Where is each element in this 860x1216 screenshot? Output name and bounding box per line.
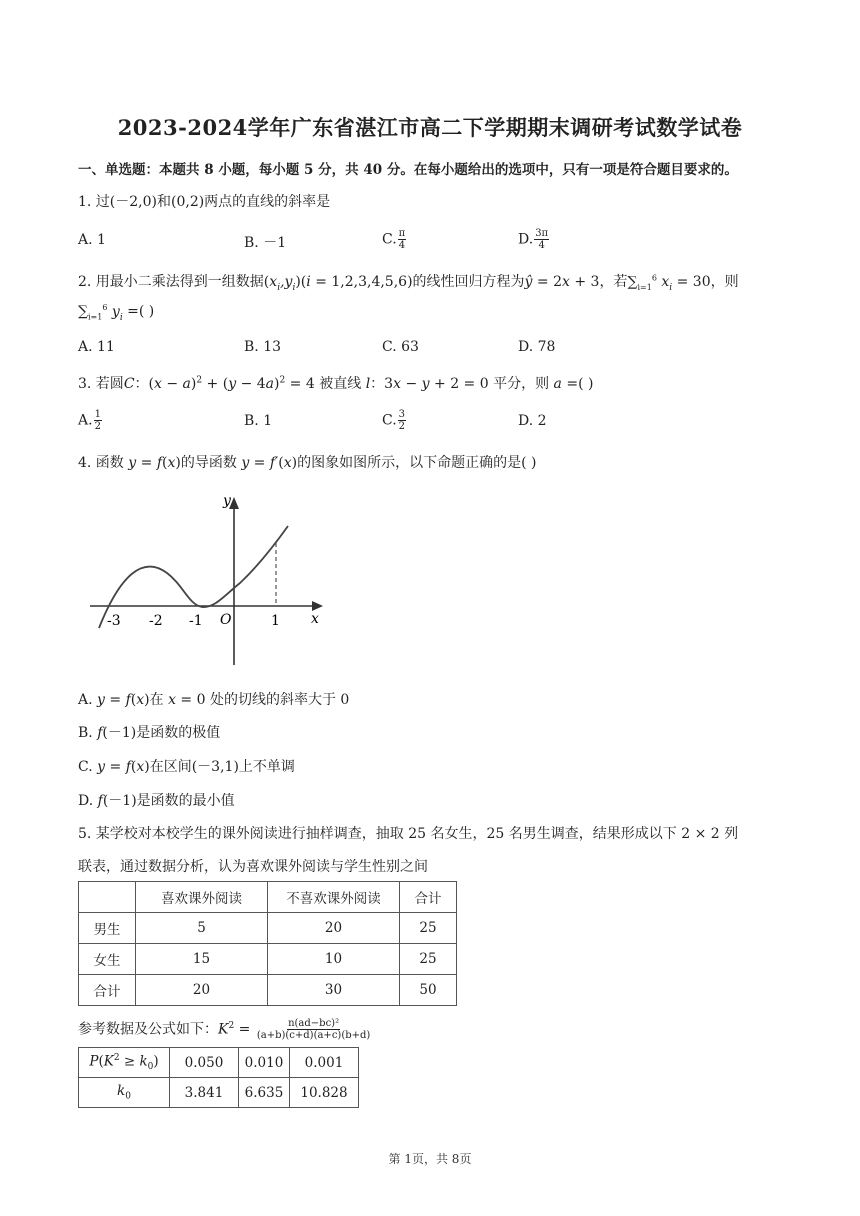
- q2-option-d: D. 78: [518, 339, 556, 355]
- question-2-line2: $\sum_{i=1}^6$ $y_i$ =( ): [78, 303, 155, 323]
- question-5-line2: 联表，通过数据分析，认为喜欢课外阅读与学生性别之间: [78, 859, 428, 875]
- q1-option-c: C. $\frac{\pi}{4}$: [382, 228, 406, 251]
- q3-option-b: B. 1: [244, 413, 273, 429]
- q4-option-d: D. f(－1)是函数的最小值: [78, 793, 235, 809]
- q1-option-a: A. 1: [78, 232, 106, 248]
- question-2-line1: 2. 用最小二乘法得到一组数据$(x_i,y_i)(i = 1,2,3,4,5,6)$的线性回归方程为ŷ = 2x + 3，若$\sum_{i=1}^6$ $x_i = 30$，则: [78, 273, 739, 293]
- tick-label: -2: [149, 613, 163, 629]
- q1-option-d: D. $\frac{3\pi}{4}$: [518, 228, 549, 251]
- question-1-text: 1. 过(－2,0)和(0,2)两点的直线的斜率是: [78, 194, 331, 210]
- x-axis-label: x: [311, 611, 319, 627]
- tick-label: -3: [107, 613, 121, 629]
- tick-label: -1: [189, 613, 203, 629]
- tick-label: 1: [271, 613, 280, 629]
- critical-value-table: $P(K^2 \ge k_0)$ 0.050 0.010 0.001 $k_0$ 3.841 6.635 10.828: [78, 1047, 359, 1108]
- contingency-table: 喜欢课外阅读 不喜欢课外阅读 合计 男生 5 20 25 女生 15 10 25 合计 20 30 50: [78, 881, 457, 1006]
- page-footer: 第 1页，共 8页: [388, 1152, 472, 1166]
- y-axis-label: y: [223, 493, 231, 509]
- q4-option-c: C. y = f(x)在区间(－3,1)上不单调: [78, 759, 295, 775]
- q3-option-d: D. 2: [518, 413, 547, 429]
- q3-option-a: A. $\frac{1}{2}$: [78, 409, 101, 432]
- q3-option-c: C. $\frac{3}{2}$: [382, 409, 406, 432]
- section-heading: 一、单选题：本题共 8 小题，每小题 5 分，共 40 分。在每小题给出的选项中，只有一项是符合题目要求的。: [78, 162, 738, 178]
- question-5-line1: 5. 某学校对本校学生的课外阅读进行抽样调查，抽取 25 名女生，25 名男生调查，结果形成以下 2 × 2 列: [78, 826, 739, 842]
- q2-option-c: C. 63: [382, 339, 419, 355]
- q1-option-b: B. －1: [244, 235, 287, 251]
- q4-option-a: A. y = f(x)在 x = 0 处的切线的斜率大于 0: [78, 692, 350, 708]
- q2-option-a: A. 11: [78, 339, 115, 355]
- q4-option-b: B. f(－1)是函数的极值: [78, 725, 221, 741]
- question-3-text: 3. 若圆C：$(x - a)^2 + (y - 4a)^2 = 4$ 被直线 l：3x − y + 2 = 0 平分，则 a =( ): [78, 375, 594, 392]
- q2-option-b: B. 13: [244, 339, 282, 355]
- page-title: 2023-2024学年广东省湛江市高二下学期期末调研考试数学试卷: [117, 115, 743, 140]
- question-4-text: 4. 函数 y = f(x)的导函数 y = f′(x)的图象如图所示，以下命题正确的是( ): [78, 455, 537, 471]
- reference-formula: 参考数据及公式如下：$K^2$ = $\frac{\text{n(ad−bc)²}}{(a+b)(c+d)(a+c)(b+d)}$: [78, 1018, 371, 1041]
- origin-label: O: [220, 612, 232, 628]
- derivative-graph: [85, 485, 335, 670]
